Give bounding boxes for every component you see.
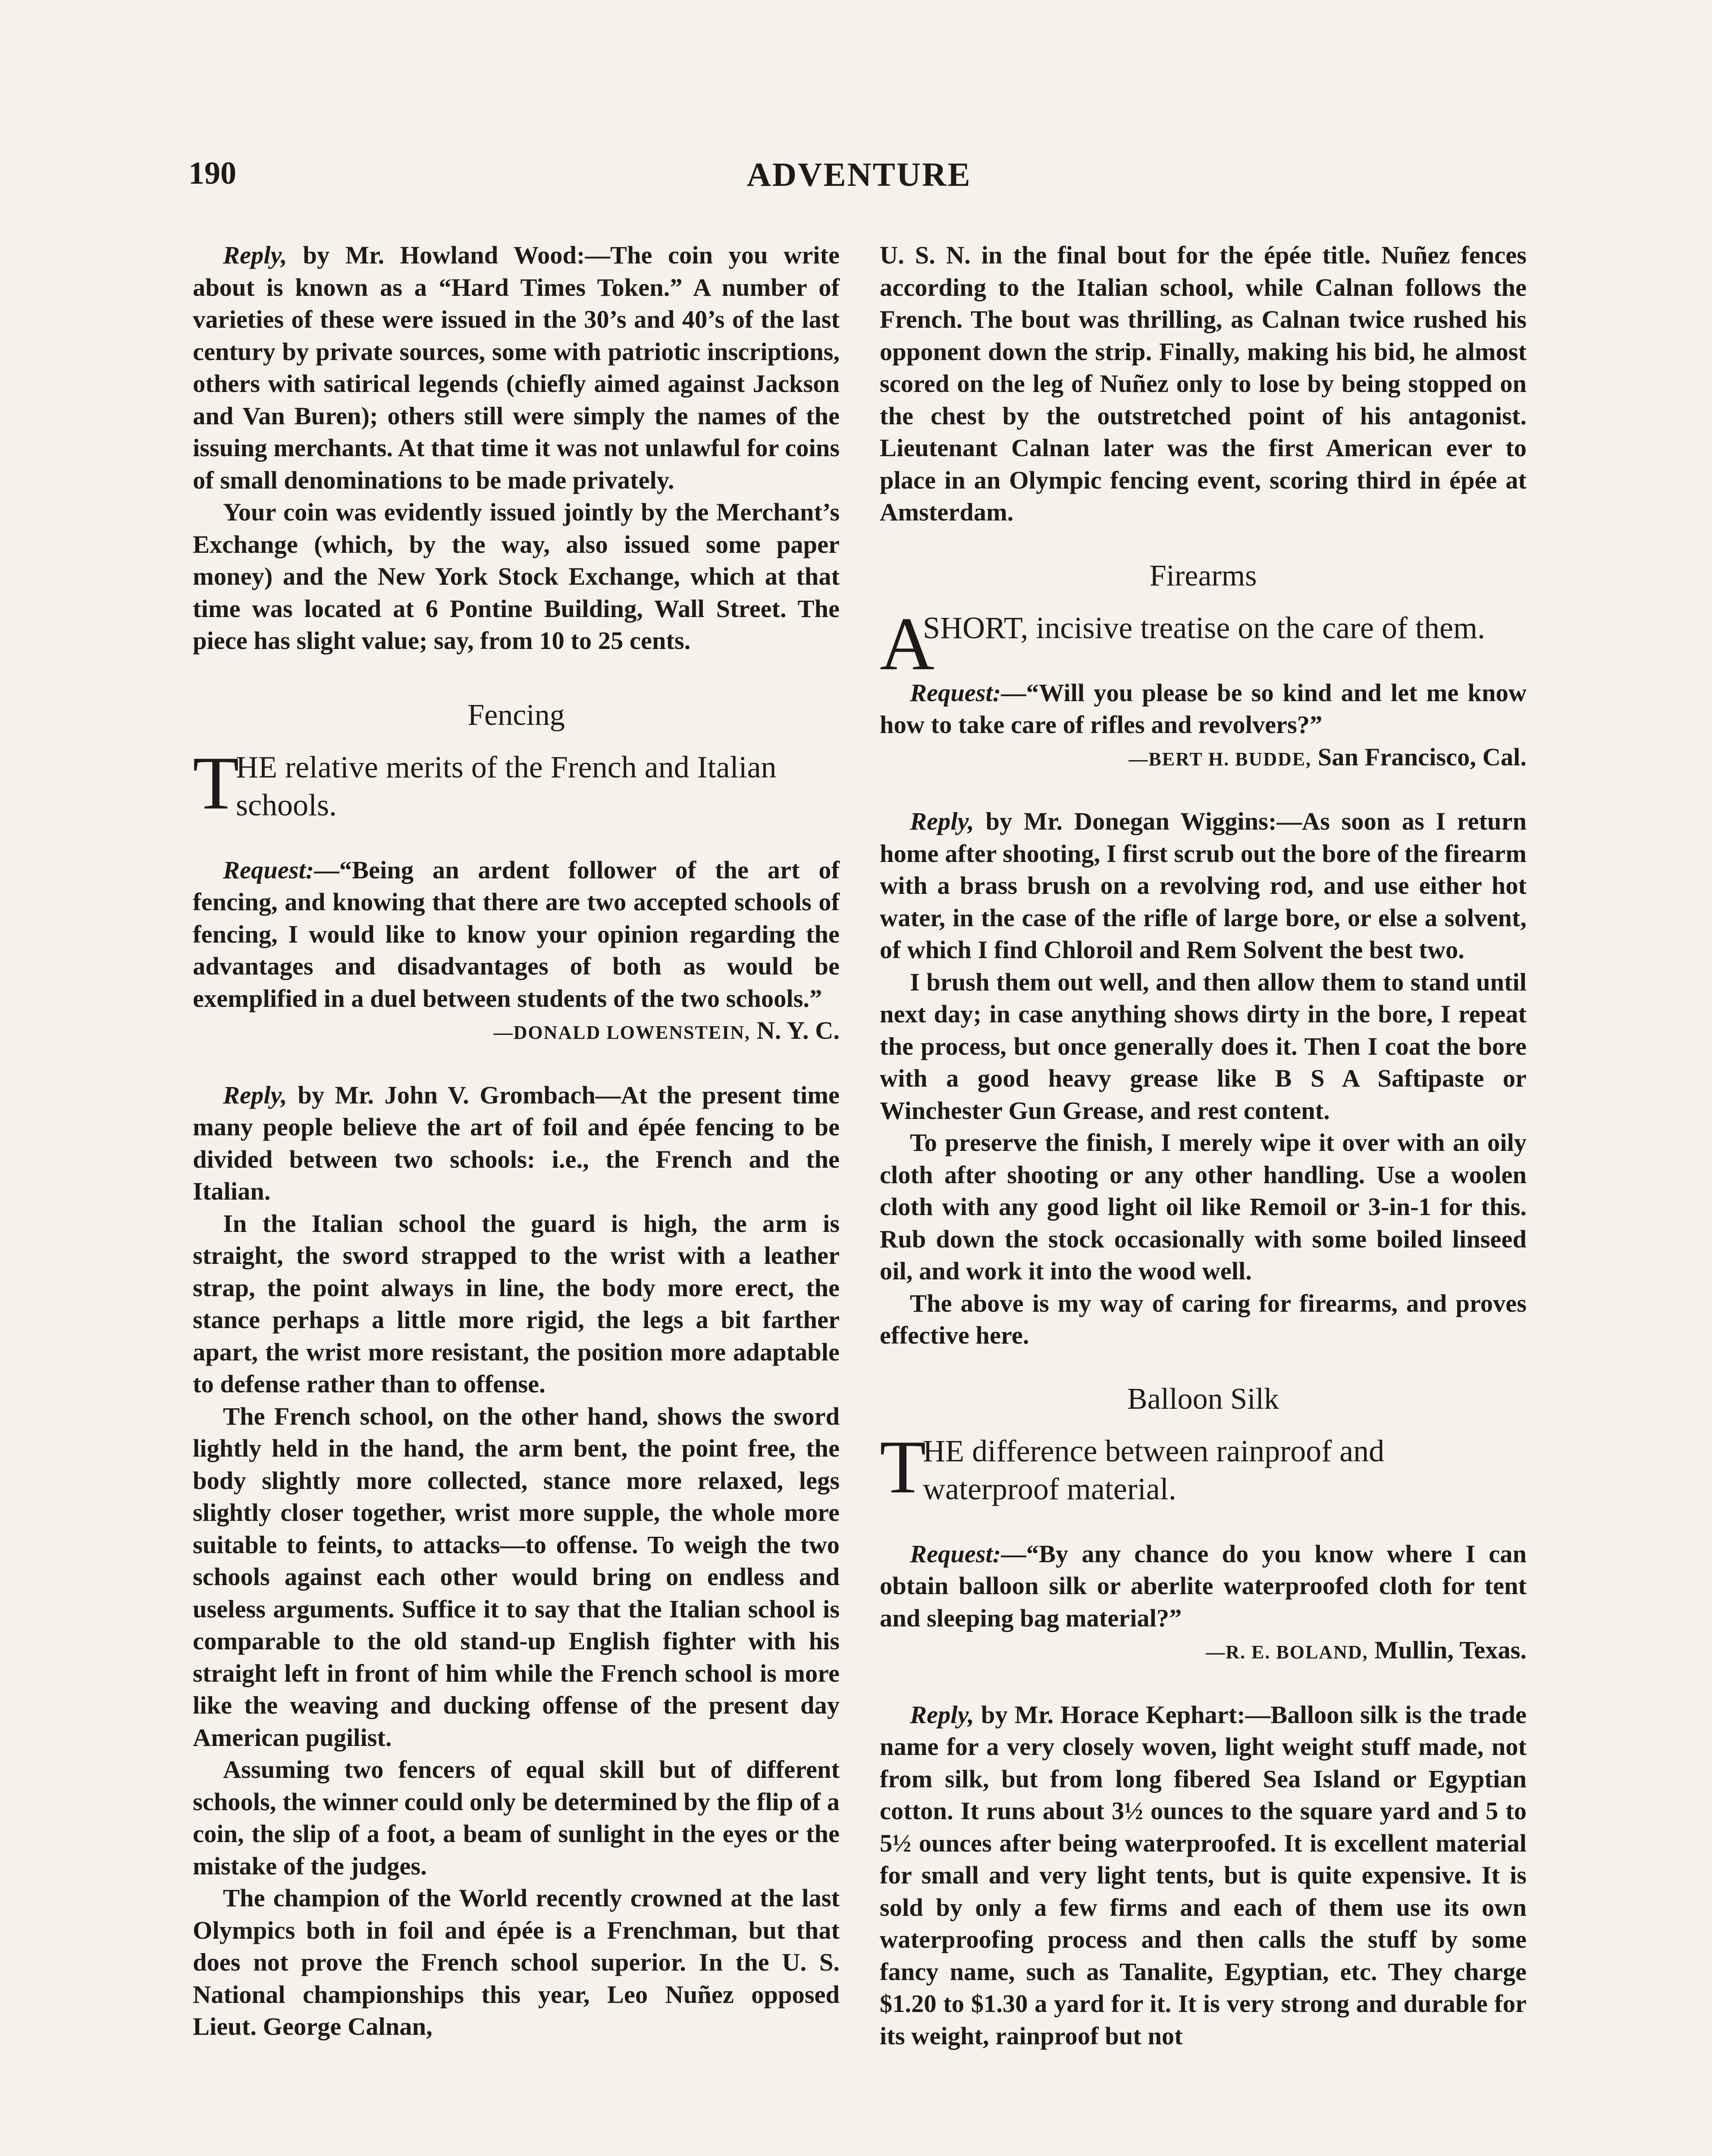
signature-place: Mullin, Texas.	[1368, 1636, 1527, 1664]
request-label: Request:	[910, 678, 1001, 707]
reply-text: by Mr. Horace Kephart:—Balloon silk is the trade name for a very closely woven, light weight stuff made, not from silk, but from long fibered Sea Island or Egyptian cotton. It runs about 3½ ounces to the square yard and 5 to 5½ ounces after being waterproofed. It is excellent material for small and very light tents, but is quite expensive. It is sold by only a few firms and each of them use its own waterproofing process and then calls the stuff by some fancy name, such as Tanalite, Egyptian, etc. They charge $1.20 to $1.30 a yard for it. It is very strong and durable for its weight, rainproof but not	[880, 1700, 1527, 2050]
fencing-reply	[193, 1079, 840, 1208]
dropcap: A	[880, 602, 935, 686]
firearms-reply	[880, 805, 1527, 966]
coin-reply-continued: Your coin was evidently issued jointly by the Merchant’s Exchange (which, by the way, also issued some paper money) and the New York Stock Exchange, which at that time was located at 6 Pontine Building, Wall Street. The piece has slight value; say, from 10 to 25 cents.	[193, 498, 840, 655]
section-title-balloon-silk: Balloon Silk	[1127, 1382, 1279, 1416]
reply-label: Reply,	[910, 807, 974, 835]
fencing-request	[193, 854, 840, 1015]
request-label: Request:	[223, 856, 314, 884]
firearms-finish: To preserve the finish, I merely wipe it over with an oily cloth after shooting or any other handling. Use a woolen cloth with any good light oil like Remoil or 3-in-1 for this. Rub down the stock occasionally with some boiled linseed oil, and work it into the wood well.	[880, 1128, 1527, 1285]
fencing-champion: The champion of the World recently crowned at the last Olympics both in foil and épée is a Frenchman, but that does not prove the French school superior. In the U. S. National championships this year, Leo Nuñez opposed Lieut. George Calnan,	[193, 1884, 840, 2040]
page-header	[188, 151, 1530, 207]
balloon-lead	[880, 1425, 1527, 1509]
fencing-italian-school: In the Italian school the guard is high, the arm is straight, the sword strapped to the wrist with a leather strap, the point always in line, the body more erect, the stance perhaps a little more rigid, the legs a bit farther apart, the wrist more resistant, the position more adaptable to defense rather than to offense.	[193, 1209, 840, 1398]
reply-label: Reply,	[223, 1081, 287, 1109]
reply-text: by Mr. Howland Wood:—The coin you write about is known as a “Hard Times Token.” A number of varieties of these were issued in the 30’s and 40’s of the last century by private sources, some with patriotic inscriptions, others with satirical legends (chiefly aimed against Jackson and Van Buren); others still were simply the names of the issuing merchants. At that time it was not unlawful for coins of small denominations to be made privately.	[193, 241, 840, 494]
fencing-french-school: The French school, on the other hand, shows the sword lightly held in the hand, the arm bent, the point free, the body slightly more collected, stance more relaxed, legs slightly closer together, wrist more supple, the whole more suitable to feints, to attacks—to offense. To weigh the two schools against each other would bring on endless and useless arguments. Suffice it to say that the Italian school is comparable to the old stand-up English fighter with his straight left in front of him while the French school is more like the weaving and ducking offense of the present day American pugilist.	[193, 1402, 840, 1752]
coin-reply	[193, 239, 840, 496]
lead-text: SHORT, incisive treatise on the care of them.	[923, 610, 1485, 645]
reply-text: by Mr. John V. Grombach—At the present time many people believe the art of foil and épée fencing to be divided between two schools: i.e., the French and the Italian.	[193, 1081, 840, 1205]
dropcap: T	[880, 1425, 926, 1509]
balloon-reply	[880, 1699, 1527, 2053]
signature-place: San Francisco, Cal.	[1311, 743, 1527, 771]
section-title-firearms: Firearms	[1149, 559, 1257, 592]
dropcap: T	[193, 741, 239, 825]
signature-place: N. Y. C.	[750, 1016, 840, 1044]
signature-name: —BERT H. BUDDE,	[1129, 748, 1312, 770]
request-text: —“Will you please be so kind and let me know how to take care of rifles and revolvers?”	[880, 678, 1527, 739]
signature-name: —R. E. BOLAND,	[1206, 1642, 1368, 1663]
lead-text: HE difference between rainproof and waterproof material.	[923, 1433, 1385, 1506]
fencing-continued: U. S. N. in the final bout for the épée title. Nuñez fences according to the Italian school, while Calnan follows the French. The bout was thrilling, as Calnan twice rushed his opponent down the strip. Finally, making his bid, he almost scored on the leg of Nuñez only to lose by being stopped on the chest by the outstretched point of his antagonist. Lieutenant Calnan later was the first American ever to place in an Olympic fencing event, scoring third in épée at Amsterdam.	[880, 241, 1527, 526]
fencing-lead	[193, 741, 840, 825]
right-column	[880, 239, 1527, 2052]
lead-text: HE relative merits of the French and Italian schools.	[236, 749, 777, 822]
reply-text: by Mr. Donegan Wiggins:—As soon as I return home after shooting, I first scrub out the bore of the firearm with a brass brush on a revolving rod, and use either hot water, in the case of the rifle of large bore, or else a solvent, of which I find Chloroil and Rem Solvent the best two.	[880, 807, 1527, 964]
balloon-request	[880, 1538, 1527, 1635]
firearms-signature	[880, 741, 1527, 776]
reply-label: Reply,	[910, 1700, 974, 1729]
reply-label: Reply,	[223, 241, 287, 269]
fencing-equal-skill: Assuming two fencers of equal skill but of different schools, the winner could only be determined by the flip of a coin, the slip of a foot, a beam of sunlight in the eyes or the mistake of the judges.	[193, 1755, 840, 1880]
firearms-lead	[880, 602, 1527, 686]
request-text: —“Being an ardent follower of the art of fencing, and knowing that there are two accepted schools of fencing, I would like to know your opinion regarding the advantages and disadvantages of both as would be exemplified in a duel between students of the two schools.”	[193, 856, 840, 1012]
signature-name: —DONALD LOWENSTEIN,	[493, 1022, 751, 1043]
running-title: ADVENTURE	[746, 156, 972, 193]
request-text: —“By any chance do you know where I can obtain balloon silk or aberlite waterproofed cloth for tent and sleeping bag material?”	[880, 1539, 1527, 1632]
firearms-closing: The above is my way of caring for firearms, and proves effective here.	[880, 1289, 1527, 1349]
left-column	[193, 239, 840, 2043]
fencing-signature	[193, 1015, 840, 1049]
firearms-brushing: I brush them out well, and then allow them to stand until next day; in case anything shows dirty in the bore, I repeat the process, but once generally does it. Then I coat the bore with a good heavy grease like B S A Saftipaste or Winchester Gun Grease, and rest content.	[880, 968, 1527, 1125]
section-title-fencing: Fencing	[467, 698, 565, 732]
firearms-request	[880, 677, 1527, 741]
balloon-signature	[880, 1634, 1527, 1669]
page-number: 190	[188, 156, 236, 191]
request-label: Request:	[910, 1539, 1001, 1568]
